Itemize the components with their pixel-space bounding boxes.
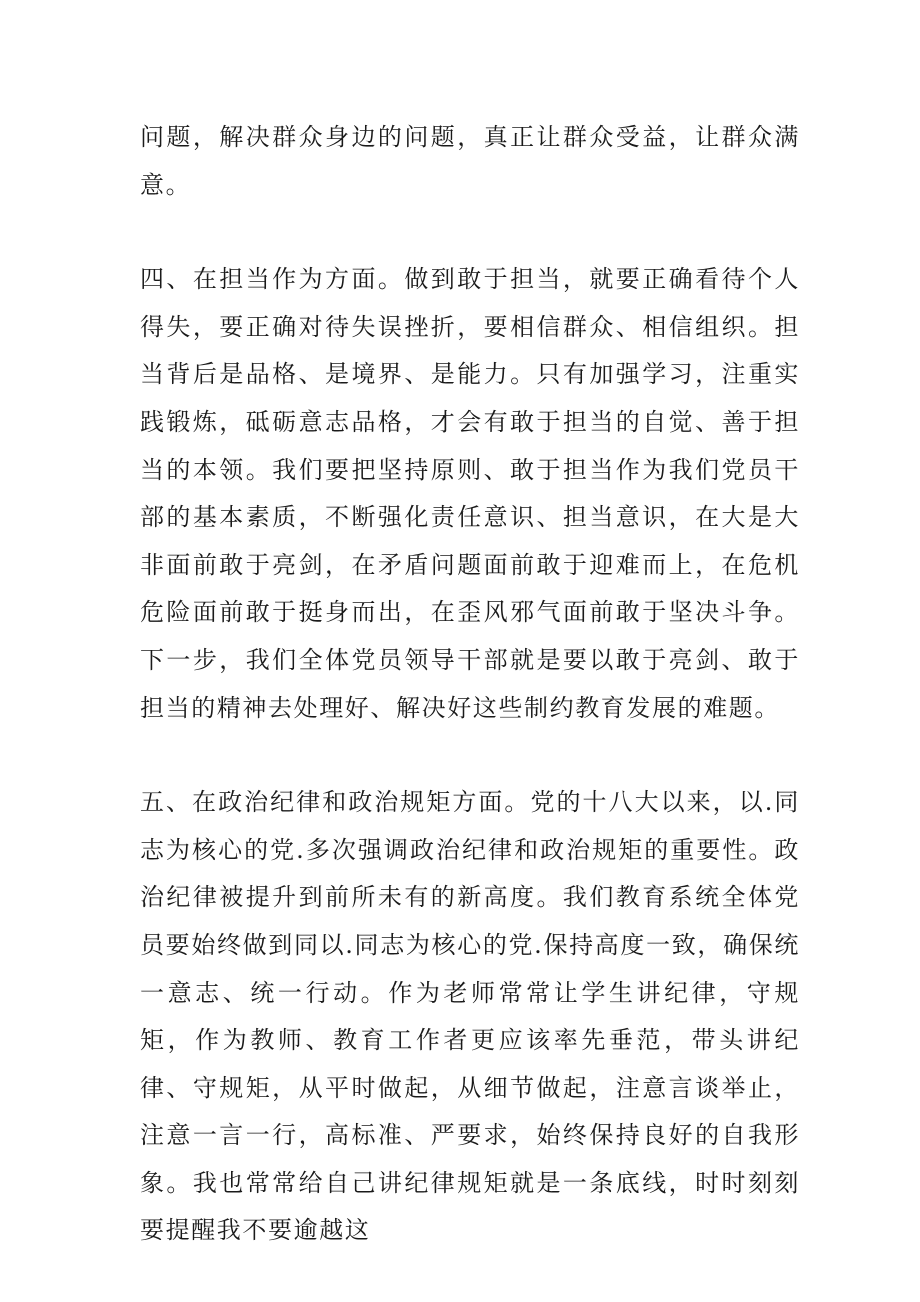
paragraph-continuation: 问题，解决群众身边的问题，真正让群众受益，让群众满意。 [140, 123, 800, 199]
paragraph-section-five: 五、在政治纪律和政治规矩方面。党的十八大以来，以.同志为核心的党.多次强调政治纪律和政治规矩的重要性。政治纪律被提升到前所未有的新高度。我们教育系统全体党员要始终做到同以.同志为核心的党.保持高度一致，确保统一意志、统一行动。作为老师常常让学生讲纪律，守规矩，作为教师、教育工作者更应该率先垂范，带头讲纪律、守规矩，从平时做起，从细节做起，注意言谈举止，注意一言一行，高标准、严要求，始终保持良好的自我形象。我也常常给自己讲纪律规矩就是一条底线，时时刻刻要提醒我不要逾越这 [140, 788, 800, 1245]
paragraph-section-four: 四、在担当作为方面。做到敢于担当，就要正确看待个人得失，要正确对待失误挫折，要相信群众、相信组织。担当背后是品格、是境界、是能力。只有加强学习，注重实践锻炼，砥砺意志品格，才会有敢于担当的自觉、善于担当的本领。我们要把坚持原则、敢于担当作为我们党员干部的基本素质，不断强化责任意识、担当意识，在大是大非面前敢于亮剑，在矛盾问题面前敢于迎难而上，在危机危险面前敢于挺身而出，在歪风邪气面前敢于坚决斗争。下一步，我们全体党员领导干部就是要以敢于亮剑、敢于担当的精神去处理好、解决好这些制约教育发展的难题。 [140, 265, 800, 722]
document-body [140, 114, 800, 1255]
